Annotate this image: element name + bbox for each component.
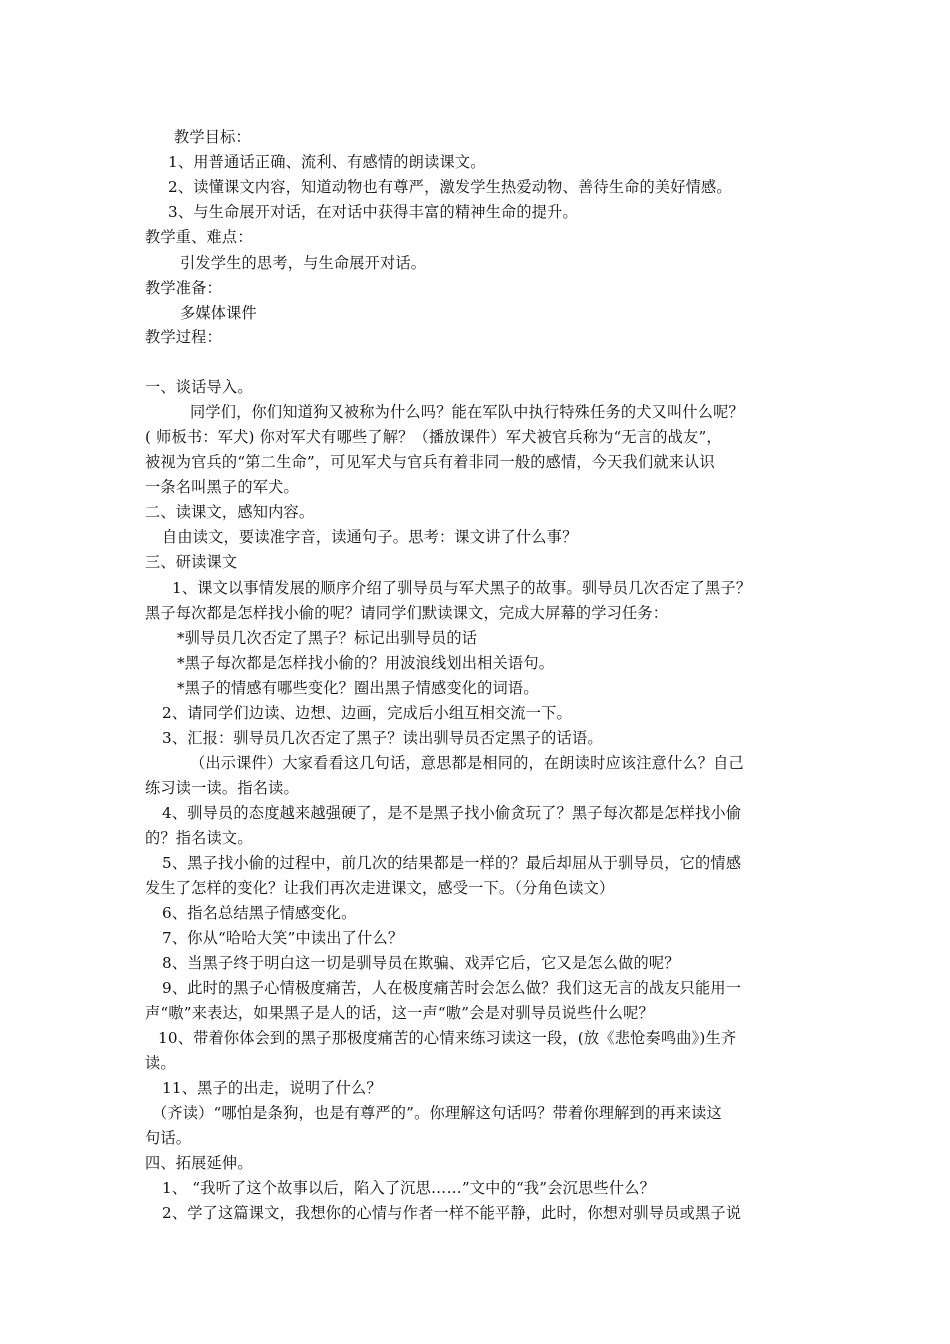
line: *黑子每次都是怎样找小偷的？用波浪线划出相关语句。 bbox=[177, 654, 555, 672]
line: 被视为官兵的“第二生命”，可见军犬与官兵有着非同一般的感情，今天我们就来认识 bbox=[145, 453, 715, 471]
line: 二、读课文，感知内容。 bbox=[145, 503, 315, 521]
line: （出示课件）大家看看这几句话，意思都是相同的，在朗读时应该注意什么？自己 bbox=[190, 754, 744, 772]
line: 引发学生的思考，与生命展开对话。 bbox=[180, 254, 427, 272]
line: 多媒体课件 bbox=[180, 304, 257, 322]
line: 3、汇报：驯导员几次否定了黑子？读出驯导员否定黑子的话语。 bbox=[162, 729, 603, 747]
line: 11、黑子的出走，说明了什么？ bbox=[162, 1079, 382, 1097]
line: 2、请同学们边读、边想、边画，完成后小组互相交流一下。 bbox=[162, 704, 572, 722]
line: 教学准备： bbox=[145, 279, 222, 297]
line: 4、驯导员的态度越来越强硬了，是不是黑子找小偷贪玩了？黑子每次都是怎样找小偷 bbox=[162, 804, 742, 822]
line: 句话。 bbox=[145, 1129, 192, 1147]
line: *黑子的情感有哪些变化？圈出黑子情感变化的词语。 bbox=[177, 679, 539, 697]
line: 7、你从“哈哈大笑”中读出了什么？ bbox=[162, 929, 404, 947]
line: ( 师板书：军犬) 你对军犬有哪些了解？（播放课件）军犬被官兵称为“无言的战友”， bbox=[145, 428, 722, 446]
line: 8、当黑子终于明白这一切是驯导员在欺骗、戏弄它后，它又是怎么做的呢？ bbox=[162, 954, 680, 972]
line: 5、黑子找小偷的过程中，前几次的结果都是一样的？最后却屈从于驯导员，它的情感 bbox=[162, 854, 742, 872]
line: 1、用普通话正确、流利、有感情的朗读课文。 bbox=[168, 153, 486, 171]
line: 一条名叫黑子的军犬。 bbox=[145, 478, 299, 496]
line: 发生了怎样的变化？让我们再次走进课文，感受一下。（分角色读文） bbox=[145, 879, 615, 897]
line: 四、拓展延伸。 bbox=[145, 1154, 253, 1172]
line: 1、 “我听了这个故事以后，陷入了沉思……”文中的“我”会沉思些什么？ bbox=[162, 1179, 655, 1197]
line: 教学过程： bbox=[145, 328, 222, 346]
line: 练习读一读。指名读。 bbox=[145, 779, 299, 797]
line: 黑子每次都是怎样找小偷的呢？请同学们默读课文，完成大屏幕的学习任务： bbox=[145, 604, 669, 622]
line: 3、与生命展开对话，在对话中获得丰富的精神生命的提升。 bbox=[168, 203, 578, 221]
line: （齐读）“哪怕是条狗，也是有尊严的”。你理解这句话吗？带着你理解到的再来读这 bbox=[152, 1104, 722, 1122]
line: 自由读文，要读准字音，读通句子。思考：课文讲了什么事？ bbox=[162, 528, 578, 546]
line: 同学们，你们知道狗又被称为什么吗？能在军队中执行特殊任务的犬又叫什么呢？ bbox=[190, 403, 744, 421]
line: 教学重、难点： bbox=[145, 228, 253, 246]
line: 一、谈话导入。 bbox=[145, 378, 253, 396]
line: 教学目标： bbox=[174, 128, 251, 146]
line: 10、带着你体会到的黑子那极度痛苦的心情来练习读这一段，(放《悲怆奏鸣曲》)生齐 bbox=[158, 1029, 737, 1047]
line: 读。 bbox=[145, 1054, 176, 1072]
line: 的？指名读文。 bbox=[145, 829, 253, 847]
line: *驯导员几次否定了黑子？标记出驯导员的话 bbox=[177, 629, 478, 647]
line: 1、课文以事情发展的顺序介绍了驯导员与军犬黑子的故事。驯导员几次否定了黑子？ bbox=[172, 579, 752, 597]
line: 声“嗷”来表达，如果黑子是人的话，这一声“嗷”会是对驯导员说些什么呢？ bbox=[145, 1004, 654, 1022]
line: 三、研读课文 bbox=[145, 553, 238, 571]
line: 6、指名总结黑子情感变化。 bbox=[162, 904, 357, 922]
line: 2、学了这篇课文，我想你的心情与作者一样不能平静，此时，你想对驯导员或黑子说 bbox=[162, 1204, 742, 1222]
line: 2、读懂课文内容，知道动物也有尊严，激发学生热爱动物、善待生命的美好情感。 bbox=[168, 178, 732, 196]
line: 9、此时的黑子心情极度痛苦，人在极度痛苦时会怎么做？我们这无言的战友只能用一 bbox=[162, 979, 742, 997]
